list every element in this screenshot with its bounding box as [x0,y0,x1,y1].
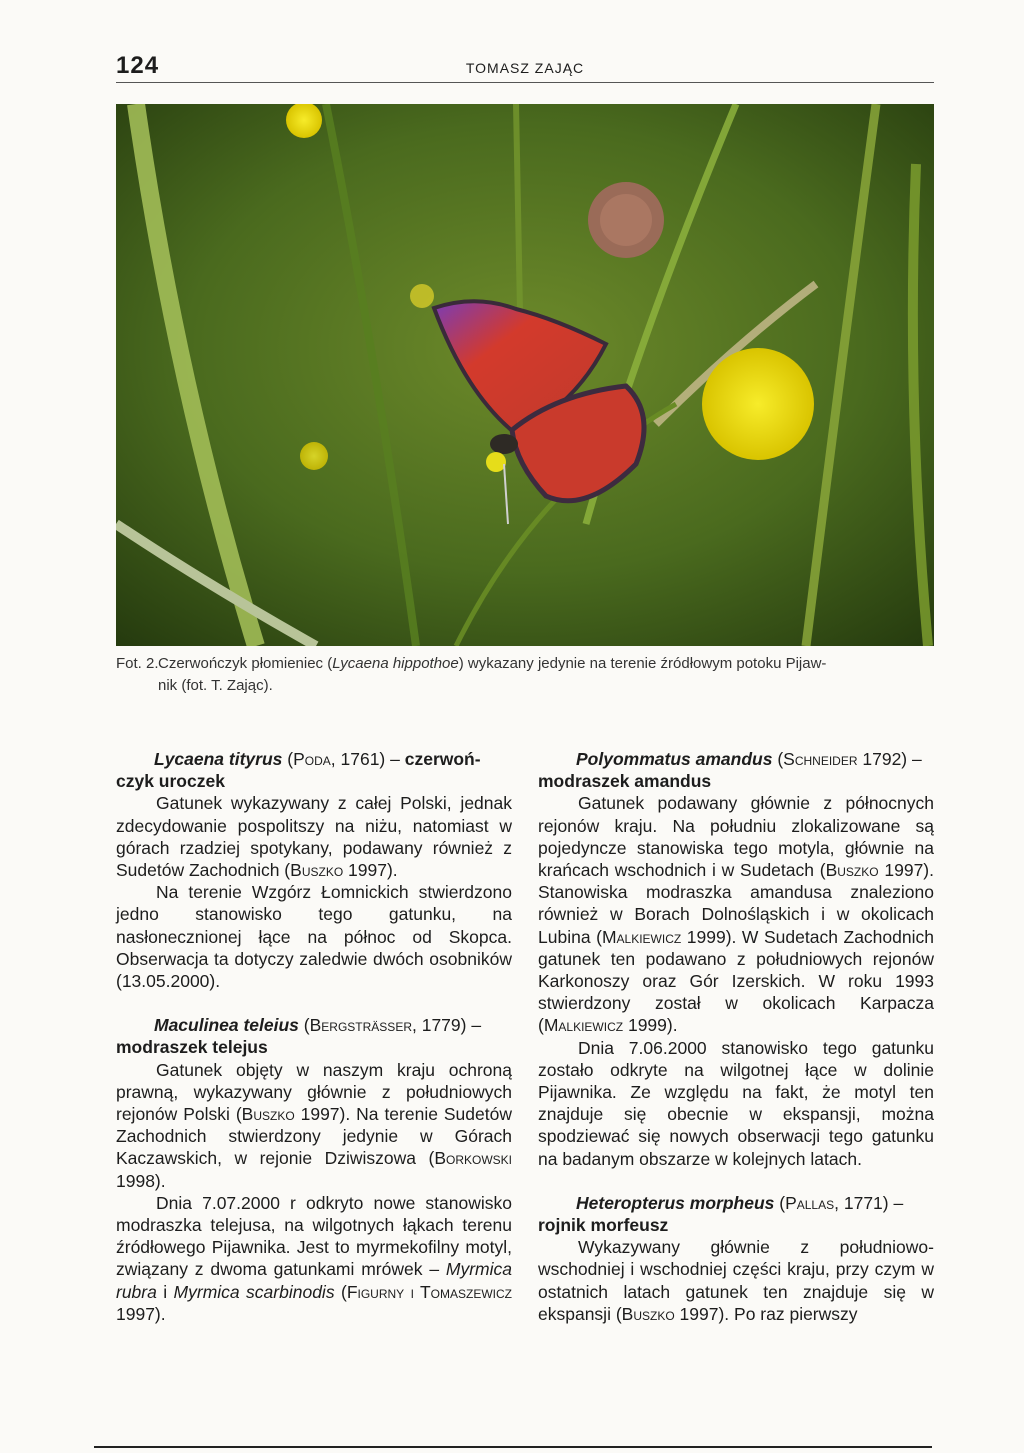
paragraph: Dnia 7.06.2000 stanowisko tego gatunku zostało odkryte na wilgotnej łące w dolinie Pijawnika. Ze względu na fakt, że motyl ten znajduje się obecnie w ekspansji, można spodziewać się nowych obserwacji tego gatunku na badanym obszarze w kolejnych latach. [538,1037,934,1169]
figure-caption: Fot. 2. Czerwończyk płomieniec (Lycaena hippothoe) wykazany jedynie na terenie źródłowym potoku Pijaw- nik (fot. T. Zając). [116,655,827,694]
right-column [538,748,934,1325]
bottom-rule [94,1446,932,1448]
butterfly-photo [116,104,934,646]
figure-label: Fot. 2. [116,655,159,672]
species-heading-lycaena-tityrus: Lycaena tityrus (Poda, 1761) – czerwoń- czyk uroczek [116,749,481,792]
page-number: 124 [116,52,160,79]
paragraph: Wykazywany głównie z południowo-wschodniej i wschodniej części kraju, przy czym w ostatnich latach gatunek ten znajduje się w ekspansji (Buszko 1997). Po raz pierwszy [538,1237,934,1324]
left-column [116,748,512,1325]
running-head: TOMASZ ZAJĄC [465,60,585,76]
species-heading-heteropterus-morpheus: Heteropterus morpheus (Pallas, 1771) – rojnik morfeusz [538,1192,904,1236]
page-header [116,52,934,83]
paragraph: Dnia 7.07.2000 r odkryto nowe stanowisko modraszka telejusa, na wilgotnych łąkach terenu źródłowego Pijawnika. Jest to myrmekofilny motyl, związany z dwoma gatunkami mrówek – Myrmica rubra i Myrmica scarbinodis (Figurny i Tomaszewicz 1997). [116,1192,512,1324]
paragraph: Gatunek wykazywany z całej Polski, jednak zdecydowanie pospolitszy na niżu, natomiast w górach rzadziej spotykany, podawany również z Sudetów Zachodnich (Buszko 1997). [116,793,512,881]
paragraph: Gatunek objęty w naszym kraju ochroną prawną, wykazywany głównie z południowych rejonów Polski (Buszko 1997). Na terenie Sudetów Zachodnich stwierdzony jedynie w Górach Kaczawskich, w rejonie Dziwiszowa (Borkowski 1998). [116,1059,512,1191]
yellow-flower-large [702,348,814,460]
species-heading-maculinea-teleius: Maculinea teleius (Bergsträsser, 1779) – modraszek telejus [116,1015,482,1058]
paragraph: Gatunek podawany głównie z północnych rejonów kraju. Na południu zlokalizowane są pojedyncze stanowiska tego motyla, głównie na krańcach wschodnich i w Sudetach (Buszko 1997). Stanowiska modraszka amandusa znaleziono również w Borach Dolnośląskich i w okolicach Lubina (Malkiewicz 1999). W Sudetach Zachodnich gatunek ten podawano z południowych rejonów Karkonoszy oraz Gór Izerskich. W roku 1993 stwierdzony został w okolicach Karpacza (Malkiewicz 1999). [538,793,934,1036]
species-heading-polyommatus-amandus: Polyommatus amandus (Schneider 1792) – modraszek amandus [538,749,922,792]
paragraph: Na terenie Wzgórz Łomnickich stwierdzono jedno stanowisko tego gatunku, na nasłonecznionej łące na północ od Skopca. Obserwacja ta dotyczy zaledwie dwóch osobników (13.05.2000). [116,882,512,992]
